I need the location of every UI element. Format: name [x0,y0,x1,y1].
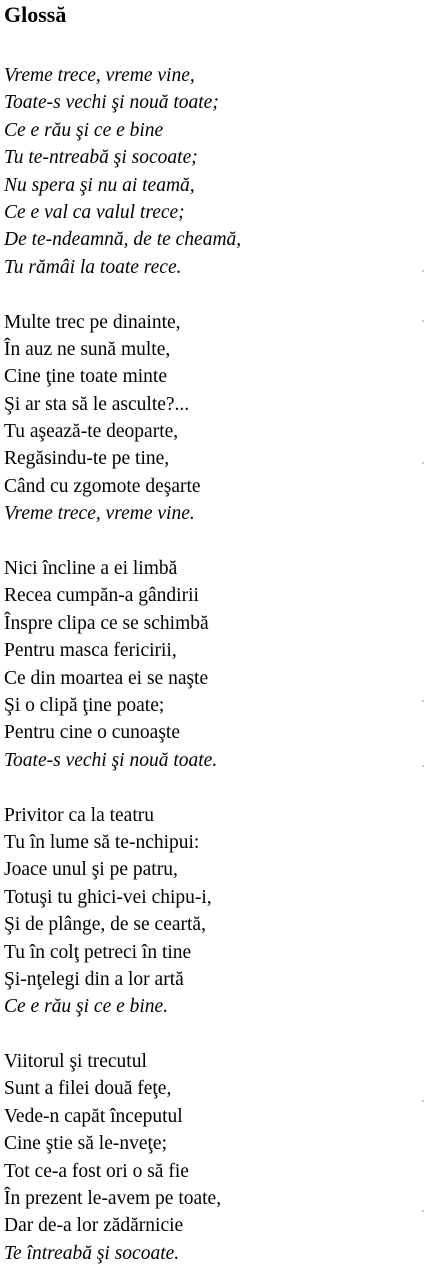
stanza-3 [4,555,420,774]
poem-line: Tot ce-a fost ori o să fie [4,1160,189,1182]
poem-line: Totuşi tu ghici-vei chipu-i, [4,886,212,908]
poem-line: Cine ştie să le-nveţe; [4,1133,167,1155]
poem-title: Glossă [4,2,67,27]
stanza-5 [4,1048,420,1267]
poem-line: Şi-nţelegi din a lor artă [4,968,184,990]
poem-line: Tu în lume să te-nchipui: [4,831,200,853]
poem-line: Tu aşează-te deoparte, [4,421,179,443]
poem-line: Şi de plânge, de se ceartă, [4,914,206,936]
poem-line: Şi ar sta să le asculte?... [4,393,190,415]
poem-line: Nici încline a ei limbă [4,558,178,580]
poem-line: Regăsindu-te pe tine, [4,448,170,470]
poem-line: Vreme trece, vreme vine. [4,503,195,525]
stanza-gap [4,528,420,555]
poem-line: Multe trec pe dinainte, [4,311,181,333]
stanza-4 [4,802,420,1021]
poem-line: Viitorul şi trecutul [4,1051,147,1073]
stanza-gap [4,30,420,62]
poem-line: Ce e val ca valul trece; [4,201,185,223]
poem-line: Toate-s vechi şi nouă toate; [4,92,219,114]
poem-line: Recea cumpăn-a gândirii [4,585,199,607]
poem-line: Sunt a filei două feţe, [4,1078,172,1100]
poem-line: Dar de-a lor zădărnicie [4,1215,184,1237]
poem-line: Tu rămâi la toate rece. [4,256,182,278]
poem-line: Vede-n capăt începutul [4,1105,183,1127]
stanza-gap [4,1021,420,1048]
poem-line: Ce din moartea ei se naşte [4,667,209,689]
poem-line: Pentru cine o cunoaşte [4,722,180,744]
poem-line: Cine ţine toate minte [4,366,167,388]
poem-line: Joace unul şi pe patru, [4,859,178,881]
poem-line: Te întreabă şi socoate. [4,1242,180,1264]
poem-line: Înspre clipa ce se schimbă [4,612,209,634]
poem-line: Când cu zgomote deşarte [4,475,201,497]
poem-line: Şi o clipă ţine poate; [4,694,165,716]
poem-line: Nu spera şi nu ai teamă, [4,174,195,196]
poem-line: Toate-s vechi şi nouă toate. [4,749,218,771]
poem-line: Pentru masca fericirii, [4,640,177,662]
poem-line: Tu în colţ petreci în tine [4,941,192,963]
stanza-gap [4,774,420,801]
poem-page [4,0,420,1267]
poem-line: Tu te-ntreabă şi socoate; [4,147,198,169]
poem-line: Ce e rău şi ce e bine [4,119,164,141]
stanza-gap [4,281,420,308]
stanza-1 [4,62,420,281]
poem-line: Vreme trece, vreme vine, [4,65,195,86]
poem-line: De te-ndeamnă, de te cheamă, [4,229,242,251]
poem-line: Privitor ca la teatru [4,804,154,826]
poem-line: Ce e rău şi ce e bine. [4,996,169,1018]
poem-line: În auz ne sună multe, [4,338,171,360]
poem-line: În prezent le-avem pe toate, [4,1188,222,1210]
stanza-2 [4,309,420,528]
